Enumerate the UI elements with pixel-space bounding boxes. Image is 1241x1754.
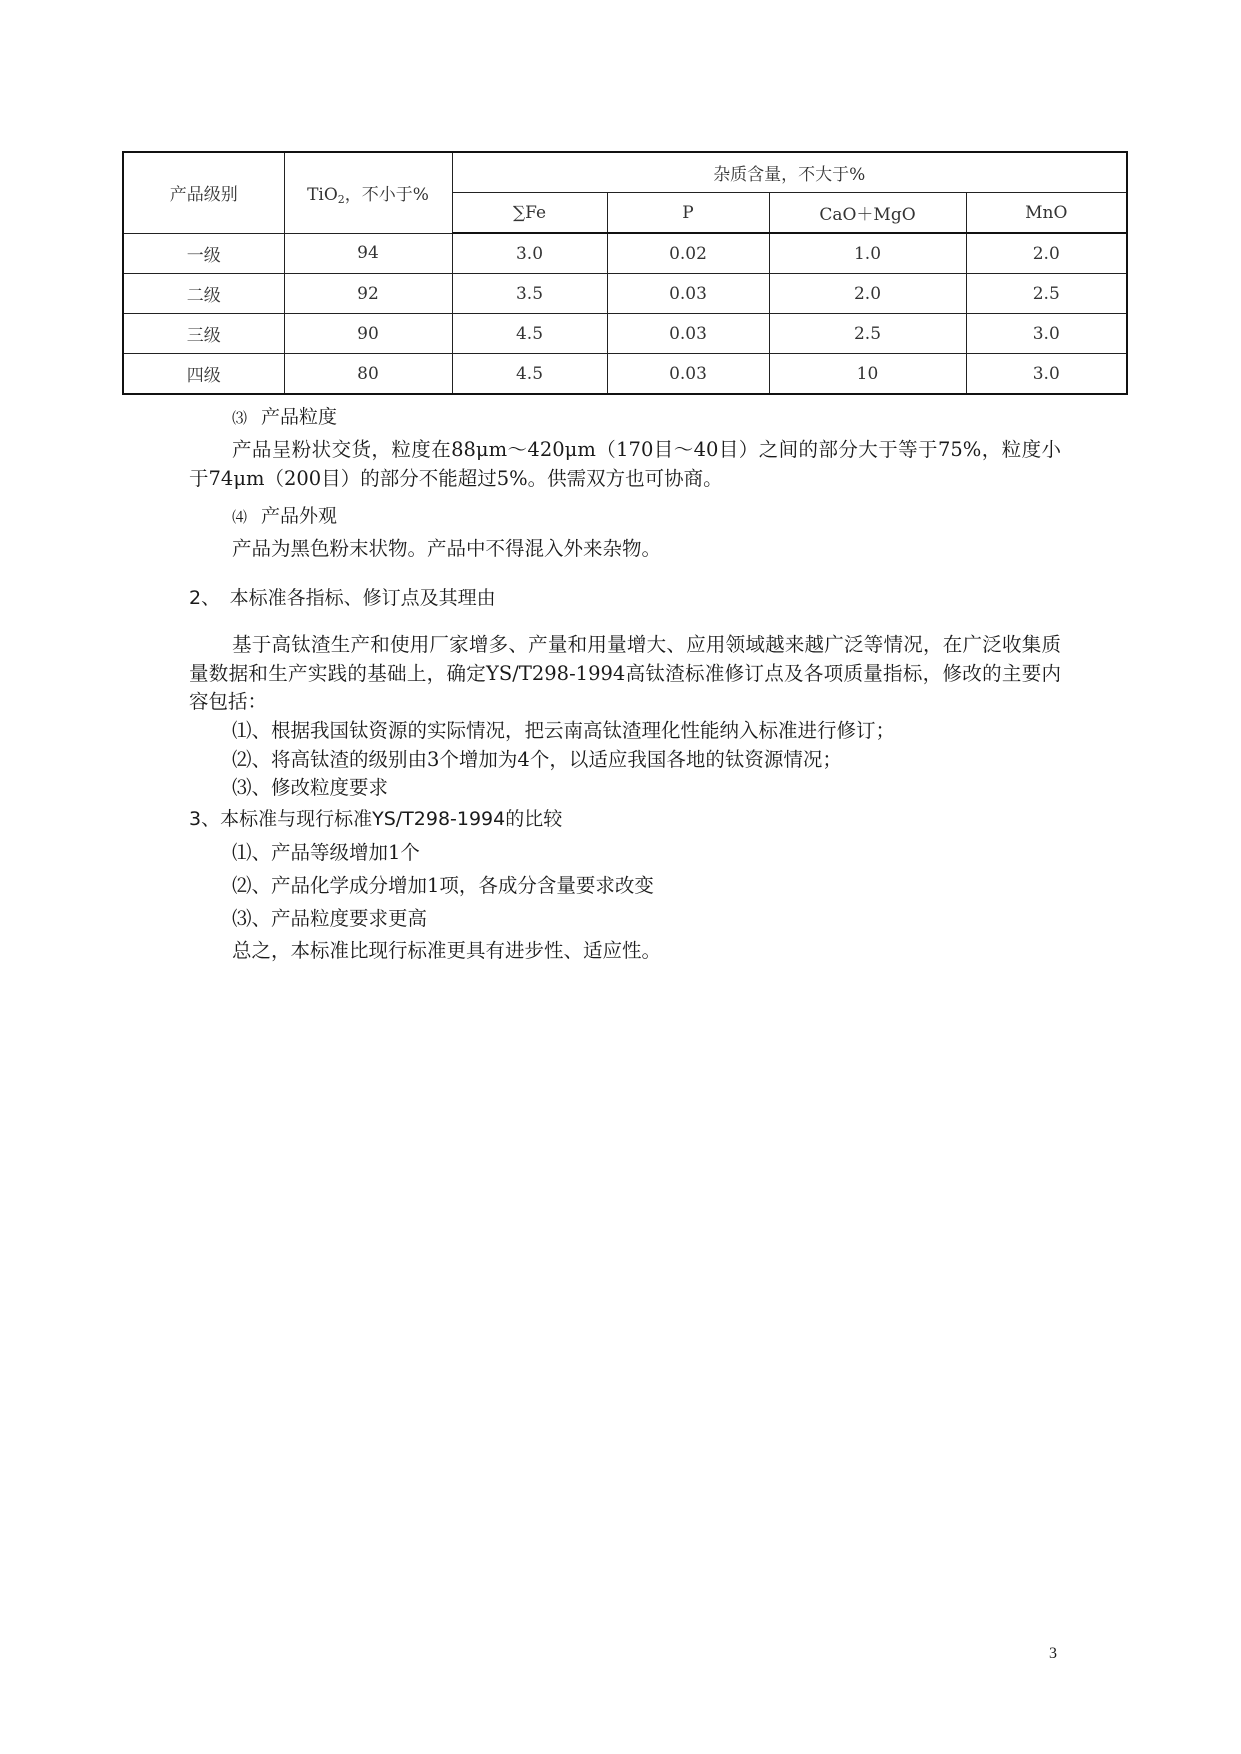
part2-item: ⑴、根据我国钛资源的实际情况，把云南高钛渣理化性能纳入标准进行修订； — [232, 719, 896, 742]
table-header-row — [123, 152, 1127, 193]
header-tio2-subscript: 2 — [337, 192, 345, 206]
section4-title: 产品外观 — [261, 505, 338, 527]
part2-item: ⑵、将高钛渣的级别由3个增加为4个，以适应我国各地的钛资源情况； — [232, 748, 842, 771]
part3-conclusion: 总之，本标准比现行标准更具有进步性、适应性。 — [232, 939, 662, 962]
header-tio2-suffix: ，不小于% — [344, 184, 429, 205]
cell-tio2: 94 — [284, 233, 452, 274]
cell-tio2: 90 — [284, 314, 452, 354]
part2-item: ⑶、修改粒度要求 — [232, 776, 389, 799]
cell-p: 0.03 — [607, 354, 769, 395]
cell-fe: 4.5 — [452, 314, 607, 354]
part3-heading: 3、本标准与现行标准YS/T298-1994的比较 — [189, 808, 563, 830]
part3-item: ⑵、产品化学成分增加1项，各成分含量要求改变 — [232, 874, 654, 897]
cell-fe: 4.5 — [452, 354, 607, 395]
cell-mno: 3.0 — [966, 314, 1127, 354]
cell-grade: 二级 — [123, 274, 284, 314]
section4-heading — [232, 502, 337, 531]
section3-heading — [232, 403, 337, 432]
cell-grade: 三级 — [123, 314, 284, 354]
cell-tio2: 80 — [284, 354, 452, 395]
part3-item: ⑴、产品等级增加1个 — [232, 841, 420, 864]
cell-cao-mgo: 1.0 — [769, 233, 966, 274]
section3-text: 产品呈粉状交货，粒度在88μm～420μm（170目～40目）之间的部分大于等于75%，粒度小于74μm（200目）的部分不能超过5%。供需双方也可协商。 — [189, 438, 1061, 490]
section3-title: 产品粒度 — [261, 406, 338, 428]
table-row — [123, 314, 1127, 354]
table-row — [123, 233, 1127, 274]
cell-grade: 四级 — [123, 354, 284, 395]
part3-item: ⑶、产品粒度要求更高 — [232, 907, 428, 930]
cell-mno: 2.5 — [966, 274, 1127, 314]
header-cao-mgo: CaO＋MgO — [769, 193, 966, 234]
cell-p: 0.03 — [607, 274, 769, 314]
header-grade: 产品级别 — [123, 152, 284, 233]
section4-text: 产品为黑色粉末状物。产品中不得混入外来杂物。 — [232, 537, 662, 560]
cell-cao-mgo: 10 — [769, 354, 966, 395]
table-row — [123, 354, 1127, 395]
header-tio2 — [284, 152, 452, 233]
cell-cao-mgo: 2.0 — [769, 274, 966, 314]
header-tio2-prefix: TiO — [307, 184, 338, 205]
header-impurity: 杂质含量，不大于% — [452, 152, 1127, 193]
header-p: P — [607, 193, 769, 234]
section3-number: ⑶ — [232, 409, 248, 427]
cell-p: 0.03 — [607, 314, 769, 354]
cell-fe: 3.5 — [452, 274, 607, 314]
cell-mno: 3.0 — [966, 354, 1127, 395]
part2-text: 基于高钛渣生产和使用厂家增多、产量和用量增大、应用领域越来越广泛等情况，在广泛收集质量数据和生产实践的基础上，确定YS/T298-1994高钛渣标准修订点及各项质量指标，修改的主要内容包括： — [189, 633, 1061, 713]
part2-heading: 2、 本标准各指标、修订点及其理由 — [189, 587, 496, 609]
cell-grade: 一级 — [123, 233, 284, 274]
header-mno: MnO — [966, 193, 1127, 234]
header-fe: ∑Fe — [452, 193, 607, 234]
page-number: 3 — [1049, 1645, 1057, 1662]
cell-p: 0.02 — [607, 233, 769, 274]
table-row — [123, 274, 1127, 314]
cell-fe: 3.0 — [452, 233, 607, 274]
quality-spec-table — [122, 151, 1128, 395]
cell-mno: 2.0 — [966, 233, 1127, 274]
section4-number: ⑷ — [232, 508, 248, 526]
cell-tio2: 92 — [284, 274, 452, 314]
cell-cao-mgo: 2.5 — [769, 314, 966, 354]
